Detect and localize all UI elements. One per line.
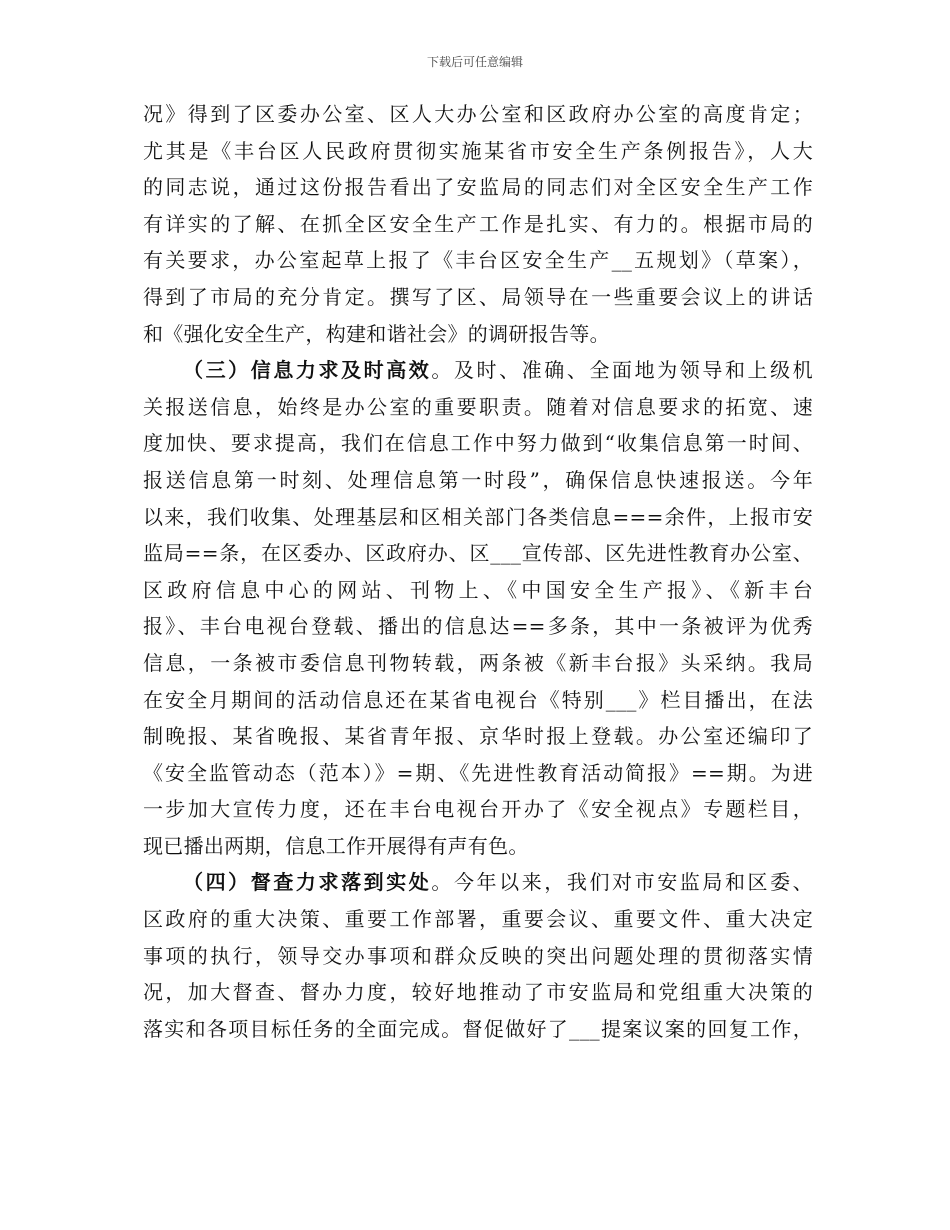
text-line: 有关要求，办公室起草上报了《丰台区安全生产__五规划》（草案）， <box>143 248 813 273</box>
text-line: 区政府的重大决策、重要工作部署，重要会议、重要文件、重大决定 <box>143 907 813 932</box>
paragraph-2 <box>143 352 813 864</box>
section-heading: （三）信息力求及时高效 <box>183 358 432 383</box>
text-line: 现已播出两期，信息工作开展得有声有色。 <box>143 833 529 858</box>
text-span: 。及时、准确、全面地为领导和上级机 <box>431 358 813 383</box>
paragraph-1 <box>143 96 813 352</box>
text-line: 关报送信息，始终是办公室的重要职责。随着对信息要求的拓宽、速 <box>143 394 813 419</box>
text-line: 信息，一条被市委信息刊物转载，两条被《新丰台报》头采纳。我局 <box>143 650 813 675</box>
body-text <box>143 96 813 1047</box>
paragraph-3 <box>143 864 813 1047</box>
text-line: 报送信息第一时刻、处理信息第一时段”，确保信息快速报送。今年 <box>143 467 813 492</box>
text-line <box>143 352 813 389</box>
text-line: 报》、丰台电视台登载、播出的信息达==多条，其中一条被评为优秀 <box>143 614 813 639</box>
text-line: 度加快、要求提高，我们在信息工作中努力做到“收集信息第一时间、 <box>143 431 813 456</box>
text-line: 况》得到了区委办公室、区人大办公室和区政府办公室的高度肯定； <box>143 102 813 126</box>
text-span: 。今年以来，我们对市安监局和区委、 <box>431 870 813 895</box>
page-header: 下载后可任意编辑 <box>426 55 523 69</box>
text-line: 尤其是《丰台区人民政府贯彻实施某省市安全生产条例报告》，人大 <box>143 138 813 163</box>
text-line: 《安全监管动态（范本）》=期、《先进性教育活动简报》==期。为进 <box>143 760 813 785</box>
text-line: 一步加大宣传力度，还在丰台电视台开办了《安全视点》专题栏目， <box>143 797 813 822</box>
text-line: 制晚报、某省晚报、某省青年报、京华时报上登载。办公室还编印了 <box>143 724 813 749</box>
text-line: 监局==条，在区委办、区政府办、区___宣传部、区先进性教育办公室、 <box>143 541 813 566</box>
text-line: 落实和各项目标任务的全面完成。督促做好了___提案议案的回复工作， <box>143 1016 813 1041</box>
section-heading: （四）督查力求落到实处 <box>183 870 432 895</box>
text-line: 区政府信息中心的网站、刊物上、《中国安全生产报》、《新丰台 <box>143 577 813 602</box>
text-line <box>143 864 813 901</box>
text-line: 事项的执行，领导交办事项和群众反映的突出问题处理的贯彻落实情 <box>143 943 813 968</box>
text-line: 得到了市局的充分肯定。撰写了区、局领导在一些重要会议上的讲话 <box>143 284 813 309</box>
text-line: 有详实的了解、在抓全区安全生产工作是扎实、有力的。根据市局的 <box>143 211 813 236</box>
text-line: 的同志说，通过这份报告看出了安监局的同志们对全区安全生产工作 <box>143 175 813 200</box>
text-line: 在安全月期间的活动信息还在某省电视台《特别___》栏目播出，在法 <box>143 687 813 712</box>
text-line: 和《强化安全生产，构建和谐社会》的调研报告等。 <box>143 321 610 346</box>
text-line: 以来，我们收集、处理基层和区相关部门各类信息===余件，上报市安 <box>143 504 813 529</box>
text-line: 况，加大督查、督办力度，较好地推动了市安监局和党组重大决策的 <box>143 980 813 1005</box>
